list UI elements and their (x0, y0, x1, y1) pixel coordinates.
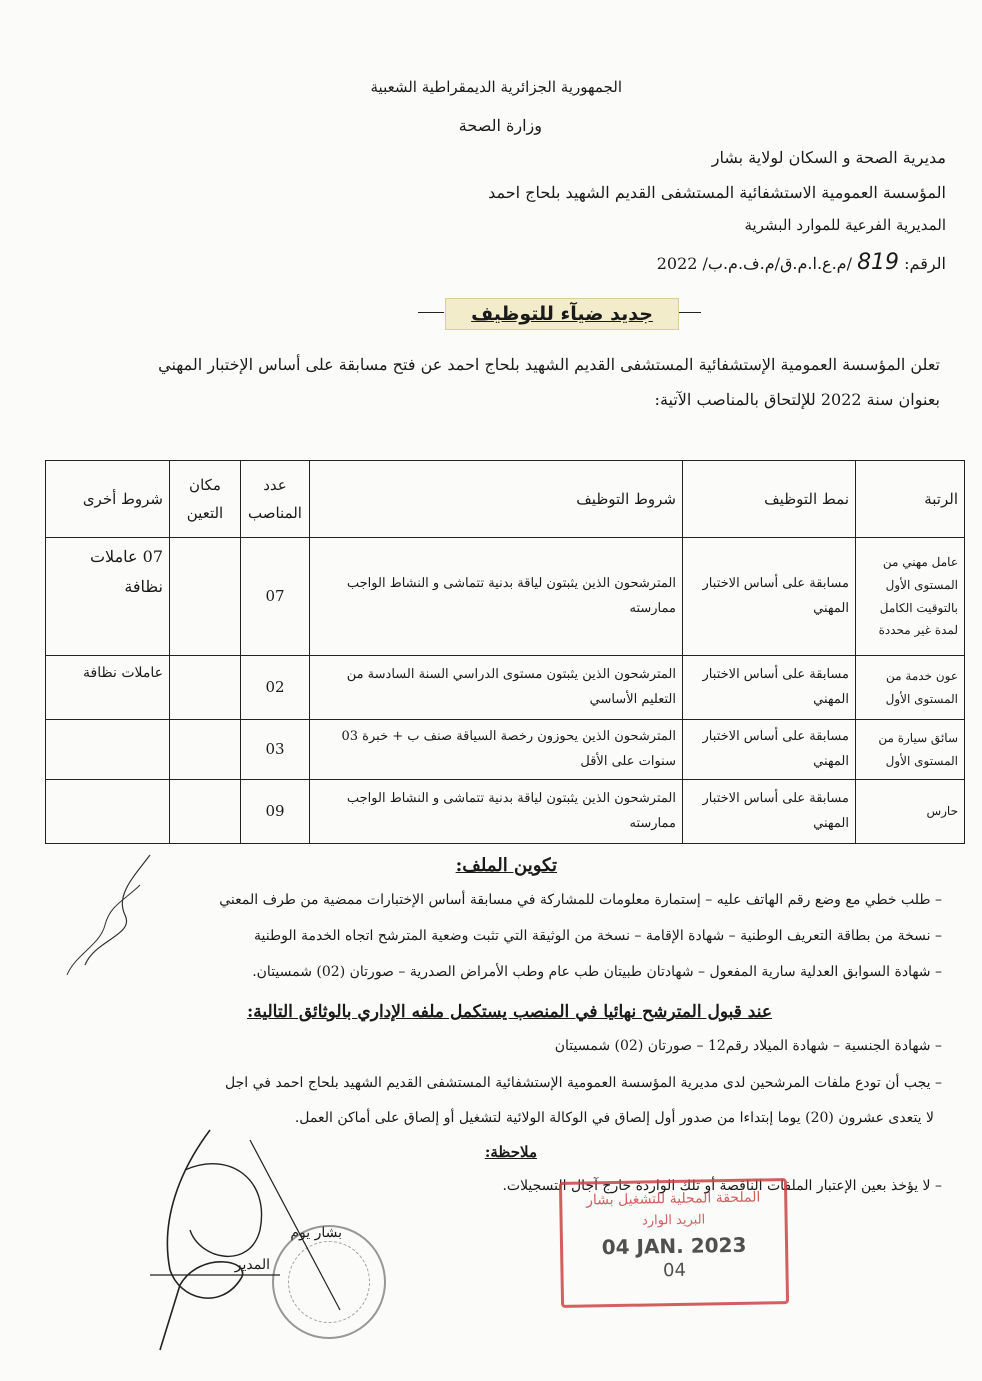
positions-table (45, 460, 965, 844)
cell-other (46, 720, 170, 780)
file-item-text: نسخة من بطاقة التعريف الوطنية – شهادة الإقامة – نسخة من الوثيقة التي تثبت وضعية المترشح اتجاه الخدمة الوطنية (254, 928, 931, 944)
file-item: – طلب خطي مع وضع رقم الهاتف عليه – إستمارة معلومات للمشاركة في مسابقة أساس الإختبارات ممضية من طرف المعني (219, 892, 942, 908)
intro-line-1: تعلن المؤسسة العمومية الإستشفائية المستشفى القديم الشهيد بلحاج احمد عن فتح مسابقة على أساس الإختبار المهني (158, 355, 940, 374)
acceptance-item-text: شهادة الجنسية – شهادة الميلاد رقم12 – صورتان (02) شمسيتان (554, 1038, 931, 1054)
note-item: – لا يؤخذ بعين الإعتبار الملفات الناقصة أو تلك الواردة خارج آجال التسجيلات. (502, 1178, 942, 1194)
republic-heading: الجمهورية الجزائرية الديمقراطية الشعبية (370, 78, 622, 96)
reception-stamp (559, 1178, 789, 1308)
file-item-text: شهادة السوابق العدلية سارية المفعول – شهادتان طبيتان طب عام وطب الأمراض الصدرية – صورتان (02) شمسيتان. (252, 964, 931, 980)
cell-conditions: المترشحون الذين يحوزون رخصة السياقة صنف ب + خبرة 03 سنوات على الأقل (310, 720, 683, 780)
cell-mode: مسابقة على أساس الاختبار المهني (683, 538, 856, 656)
header-other: شروط أخرى (46, 461, 170, 538)
cell-place (170, 720, 241, 780)
stamp-line-2: البريد الوارد (641, 1212, 706, 1229)
acceptance-item: – شهادة الجنسية – شهادة الميلاد رقم12 – صورتان (02) شمسيتان (554, 1038, 942, 1054)
title-dash-left (418, 312, 444, 313)
handwritten-signature (140, 1110, 400, 1360)
deposit-line-1: – يجب أن تودع ملفات المرشحين لدى مديرية المؤسسة العمومية الإستشفائية المستشفى القديم الشهيد بلحاج احمد في اجل (225, 1075, 942, 1091)
reference-line (657, 250, 946, 275)
cell-conditions: المترشحون الذين يثبتون مستوى الدراسي السنة السادسة من التعليم الأساسي (310, 656, 683, 720)
reference-number: 819 (857, 250, 900, 275)
page-title: جديد ضيآء للتوظيف (445, 298, 679, 330)
hospital-line: المؤسسة العمومية الاستشفائية المستشفى القديم الشهيد بلحاج احمد (488, 183, 946, 202)
cell-count: 07 (241, 538, 310, 656)
header-conditions: شروط التوظيف (310, 461, 683, 538)
cell-mode: مسابقة على أساس الاختبار المهني (683, 780, 856, 844)
signature-director: المدير (234, 1257, 270, 1273)
intro-line-2: بعنوان سنة 2022 للإلتحاق بالمناصب الآتية: (654, 390, 940, 409)
file-section-title: تكوين الملف: (455, 855, 557, 876)
reference-suffix: /م.ع.ا.م.ق/م.ف.م.ب/ 2022 (656, 254, 852, 273)
cell-place (170, 538, 241, 656)
directorate-line: مديرية الصحة و السكان لولاية بشار (711, 148, 946, 167)
cell-mode: مسابقة على أساس الاختبار المهني (683, 656, 856, 720)
deposit-line-2: لا يتعدى عشرون (20) يوما إبتداءا من صدور أول إلصاق في الوكالة الولائية لتشغيل أو إلصاق على أماكن العمل. (294, 1110, 934, 1126)
table-row (46, 720, 965, 780)
cell-count: 03 (241, 720, 310, 780)
cell-place (170, 656, 241, 720)
cell-conditions: المترشحون الذين يثبتون لياقة بدنية تتماشى و النشاط الواجب ممارسته (310, 780, 683, 844)
table-row (46, 538, 965, 656)
ministry-heading: وزارة الصحة (458, 116, 542, 135)
cell-count: 02 (241, 656, 310, 720)
cell-other: عاملات نظافة (46, 656, 170, 720)
note-item-text: لا يؤخذ بعين الإعتبار الملفات الناقصة أو تلك الواردة خارج آجال التسجيلات. (502, 1178, 931, 1194)
cell-place (170, 780, 241, 844)
file-item: – نسخة من بطاقة التعريف الوطنية – شهادة الإقامة – نسخة من الوثيقة التي تثبت وضعية المترشح اتجاه الخدمة الوطنية (254, 928, 942, 944)
cell-mode: مسابقة على أساس الاختبار المهني (683, 720, 856, 780)
cell-rank: عون خدمة من المستوى الأول (856, 656, 965, 720)
header-mode: نمط التوظيف (683, 461, 856, 538)
cell-rank: سائق سيارة من المستوى الأول (856, 720, 965, 780)
table-header-row (46, 461, 965, 538)
margin-handwriting (55, 845, 165, 985)
file-item: – شهادة السوابق العدلية سارية المفعول – شهادتان طبيتان طب عام وطب الأمراض الصدرية – صورتان (02) شمسيتان. (252, 964, 942, 980)
file-item-text: طلب خطي مع وضع رقم الهاتف عليه – إستمارة معلومات للمشاركة في مسابقة أساس الإختبارات ممضية من طرف المعني (219, 892, 931, 908)
cell-count: 09 (241, 780, 310, 844)
acceptance-title: عند قبول المترشح نهائيا في المنصب يستكمل ملفه الإداري بالوثائق التالية: (246, 1002, 772, 1022)
stamp-line-1: الملحقة المحلية للتشغيل بشار (586, 1189, 761, 1209)
header-rank: الرتبة (856, 461, 965, 538)
reference-label: الرقم: (904, 254, 946, 273)
signature-place-date: بشار يوم (290, 1225, 342, 1241)
stamp-date: 04 JAN. 2023 (601, 1232, 747, 1260)
deposit-line-1-text: يجب أن تودع ملفات المرشحين لدى مديرية المؤسسة العمومية الإستشفائية المستشفى القديم الشهيد بلحاج احمد في اجل (225, 1075, 931, 1091)
cell-conditions: المترشحون الذين يثبتون لياقة بدنية تتماشى و النشاط الواجب ممارسته (310, 538, 683, 656)
table-row (46, 656, 965, 720)
cell-rank: حارس (856, 780, 965, 844)
cell-other (46, 780, 170, 844)
header-count: عدد المناصب (241, 461, 310, 538)
note-title: ملاحظة: (484, 1143, 537, 1161)
sub-directorate-line: المديرية الفرعية للموارد البشرية (744, 216, 946, 234)
header-place: مكان التعين (170, 461, 241, 538)
cell-rank: عامل مهني من المستوى الأول بالتوقيت الكامل لمدة غير محددة (856, 538, 965, 656)
cell-other: 07 عاملات نظافة (46, 538, 170, 656)
table-row (46, 780, 965, 844)
stamp-number: 04 (662, 1259, 687, 1282)
